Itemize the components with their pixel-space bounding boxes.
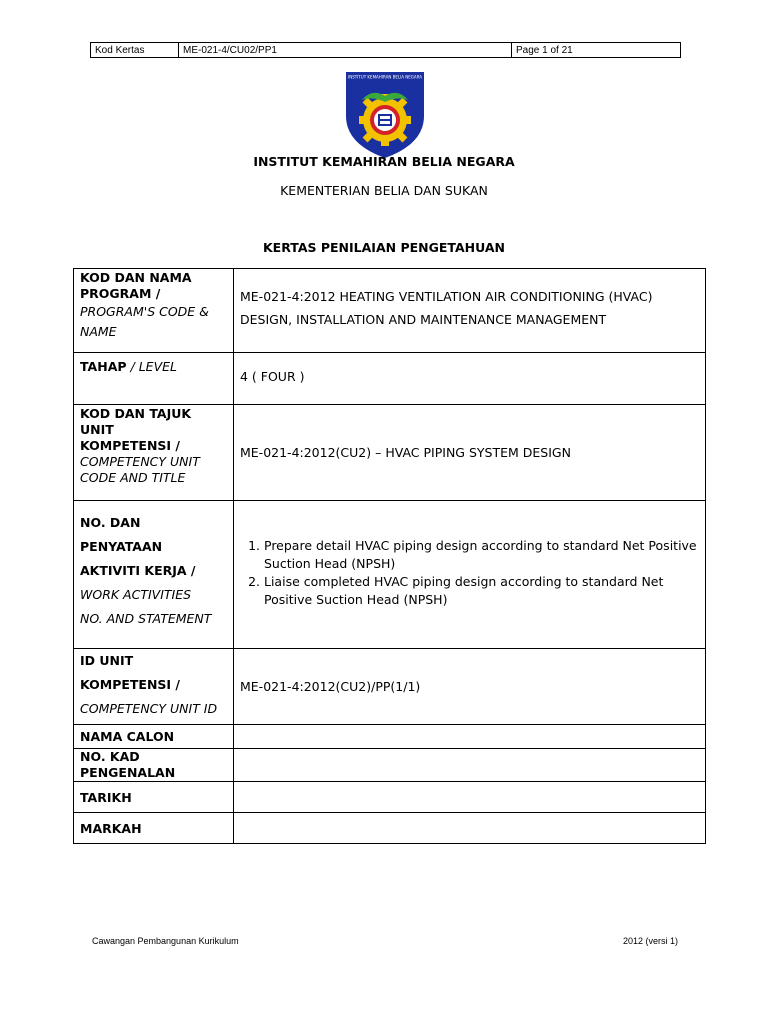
- unit-label-line: UNIT: [80, 422, 114, 437]
- date-value: [234, 782, 706, 813]
- activities-label-cell: [74, 501, 234, 649]
- level-value: 4 ( FOUR ): [234, 353, 706, 405]
- ic-value: [234, 749, 706, 782]
- unit-label-italic: COMPETENCY UNIT: [80, 454, 200, 469]
- level-label-cell: [74, 353, 234, 405]
- activities-label-line: PENYATAAN: [80, 539, 163, 554]
- activities-row: [74, 501, 706, 649]
- unit-label-italic: CODE AND TITLE: [80, 470, 186, 485]
- unit-value: ME-021-4:2012(CU2) – HVAC PIPING SYSTEM DESIGN: [234, 405, 706, 501]
- footer-version: 2012 (versi 1): [622, 936, 678, 946]
- activities-value-cell: [234, 501, 706, 649]
- level-row: [74, 353, 706, 405]
- marks-label: MARKAH: [74, 813, 234, 844]
- program-row: [74, 269, 706, 353]
- activities-label-line: NO. DAN: [80, 515, 141, 530]
- unit-row: [74, 405, 706, 501]
- program-value-line: ME-021-4:2012 HEATING VENTILATION AIR CONDITIONING (HVAC): [240, 289, 653, 304]
- unit-id-label-italic: COMPETENCY UNIT ID: [80, 701, 218, 716]
- document-header: [90, 42, 681, 58]
- unit-id-label-line: ID UNIT: [80, 653, 134, 668]
- unit-id-value: ME-021-4:2012(CU2)/PP(1/1): [234, 649, 706, 725]
- marks-value: [234, 813, 706, 844]
- activities-label-italic: NO. AND STATEMENT: [80, 611, 212, 626]
- footer-department: Cawangan Pembangunan Kurikulum: [92, 936, 239, 946]
- program-value-line: DESIGN, INSTALLATION AND MAINTENANCE MANAGEMENT: [240, 312, 607, 327]
- candidate-value: [234, 725, 706, 749]
- activities-list: [240, 537, 699, 609]
- program-label-line: PROGRAM /: [80, 286, 161, 301]
- paper-code-value: ME-021-4/CU02/PP1: [179, 43, 512, 58]
- activity-item: 2. Liaise completed HVAC piping design according to standard Net Positive Suction Head (NPSH): [264, 573, 699, 609]
- ic-label-cell: [74, 749, 234, 782]
- activities-label-italic: WORK ACTIVITIES: [80, 587, 192, 602]
- unit-id-row: [74, 649, 706, 725]
- unit-label-line: KOMPETENSI /: [80, 438, 180, 453]
- activities-label-line: AKTIVITI KERJA /: [80, 563, 196, 578]
- ic-label-line: NO. KAD: [80, 749, 140, 764]
- unit-id-label-cell: [74, 649, 234, 725]
- page-indicator: Page 1 of 21: [512, 43, 681, 58]
- candidate-row: [74, 725, 706, 749]
- level-label: TAHAP: [80, 359, 127, 374]
- institute-name: INSTITUT KEMAHIRAN BELIA NEGARA: [253, 154, 515, 169]
- unit-label-cell: [74, 405, 234, 501]
- paper-title: KERTAS PENILAIAN PENGETAHUAN: [262, 240, 506, 255]
- logo-banner-text: INSTITUT KEMAHIRAN BELIA NEGARA: [348, 74, 422, 80]
- unit-label-line: KOD DAN TAJUK: [80, 406, 192, 421]
- date-row: [74, 782, 706, 813]
- marks-row: [74, 813, 706, 844]
- program-label-italic: NAME: [80, 324, 117, 339]
- program-label-line: KOD DAN NAMA: [80, 270, 192, 285]
- date-label: TARIKH: [74, 782, 234, 813]
- paper-code-label: Kod Kertas: [91, 43, 179, 58]
- ministry-name: KEMENTERIAN BELIA DAN SUKAN: [280, 183, 488, 198]
- candidate-label: NAMA CALON: [74, 725, 234, 749]
- unit-id-label-line: KOMPETENSI /: [80, 677, 180, 692]
- assessment-info-table: [73, 268, 706, 844]
- ic-label-line: PENGENALAN: [80, 765, 176, 780]
- program-label-italic: PROGRAM'S CODE &: [80, 304, 209, 319]
- level-label-italic: / LEVEL: [130, 359, 177, 374]
- institute-logo: [342, 70, 428, 160]
- ic-row: [74, 749, 706, 782]
- program-value-cell: [234, 269, 706, 353]
- activity-item: 1. Prepare detail HVAC piping design according to standard Net Positive Suction Head (NPSH): [264, 537, 699, 573]
- program-label-cell: [74, 269, 234, 353]
